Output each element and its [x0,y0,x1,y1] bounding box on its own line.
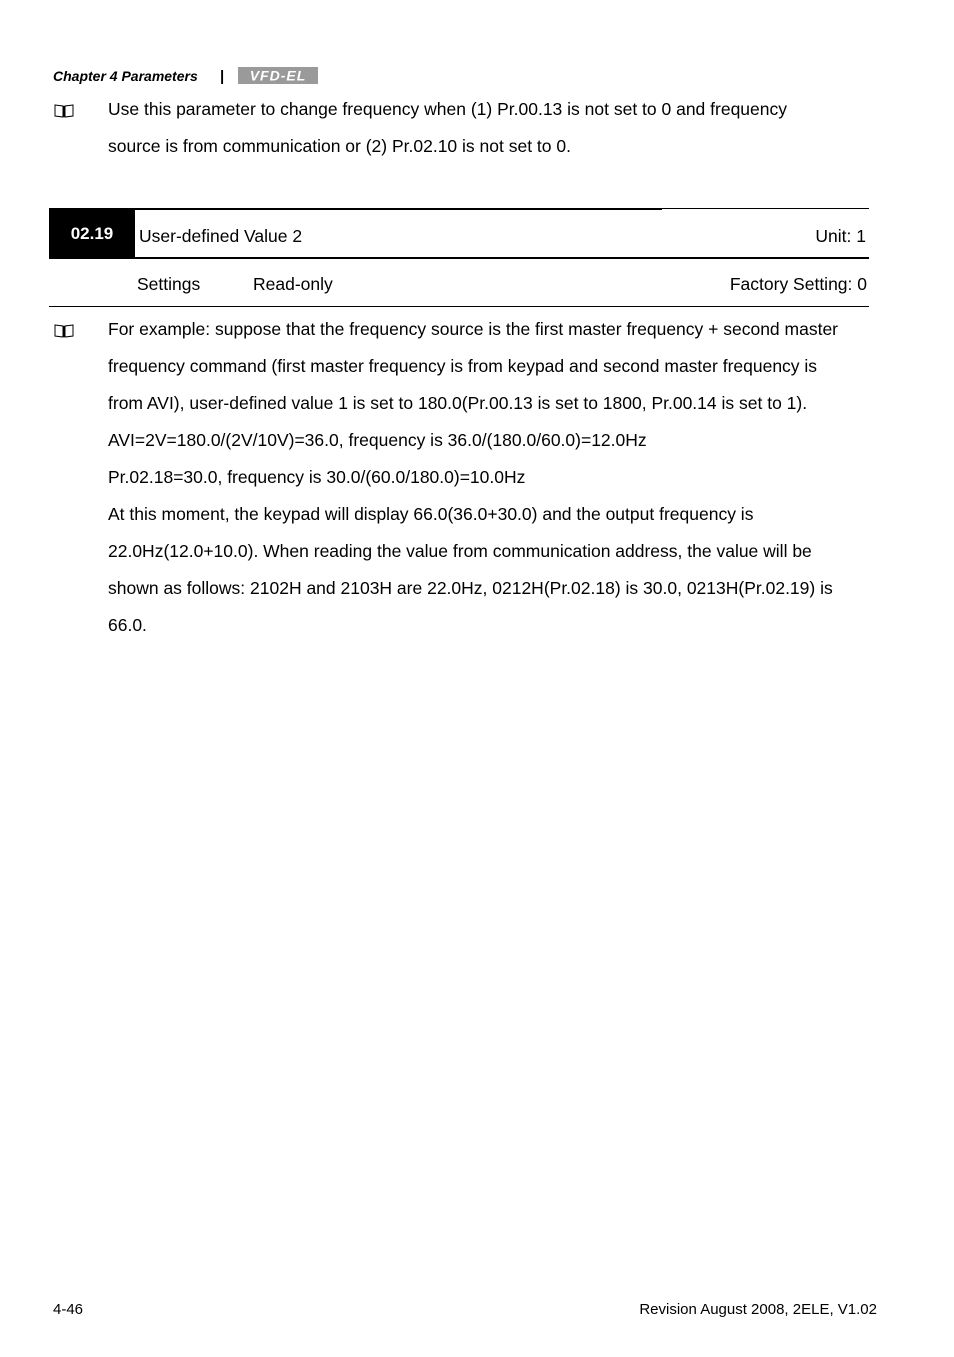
example-line: Pr.02.18=30.0, frequency is 30.0/(60.0/180.0)=10.0Hz [108,467,526,487]
header-separator: | [220,68,225,85]
table-bottom-rule [49,306,869,307]
intro-line: source is from communication or (2) Pr.02.10 is not set to 0. [108,136,571,156]
example-line: 22.0Hz(12.0+10.0). When reading the value from communication address, the value will be [108,541,812,561]
book-icon [54,323,74,339]
factory-setting: Factory Setting: 0 [729,274,867,294]
settings-value: Read-only [253,274,333,294]
example-line: At this moment, the keypad will display 66.0(36.0+30.0) and the output frequency is [108,504,754,524]
example-line: shown as follows: 2102H and 2103H are 22.0Hz, 0212H(Pr.02.18) is 30.0, 0213H(Pr.02.19) is [108,578,833,598]
parameter-number: 02.19 [49,209,135,258]
page-number: 4-46 [53,1301,84,1318]
svg-text:VFD-EL: VFD-EL [249,67,307,84]
table-top-rule-thin [662,208,869,209]
table-mid-rule [49,257,869,259]
example-line: For example: suppose that the frequency source is the first master frequency + second master [108,319,839,339]
parameter-name: User-defined Value 2 [139,226,303,246]
example-line: frequency command (first master frequency is from keypad and second master frequency is [108,356,818,376]
example-line: from AVI), user-defined value 1 is set to 180.0(Pr.00.13 is set to 1800, Pr.00.14 is set to 1). [108,393,808,413]
example-note [108,311,898,644]
parameter-unit: Unit: 1 [815,226,866,246]
example-line: AVI=2V=180.0/(2V/10V)=36.0, frequency is 36.0/(180.0/60.0)=12.0Hz [108,430,647,450]
revision-info: Revision August 2008, 2ELE, V1.02 [639,1301,877,1318]
chapter-title: Chapter 4 Parameters [53,68,198,84]
example-line: 66.0. [108,615,147,635]
intro-line: Use this parameter to change frequency when (1) Pr.00.13 is not set to 0 and frequency [108,99,788,119]
intro-note [108,91,898,165]
book-icon [54,103,74,119]
settings-label: Settings [137,274,201,294]
table-top-rule [49,208,662,210]
product-logo [238,67,318,84]
